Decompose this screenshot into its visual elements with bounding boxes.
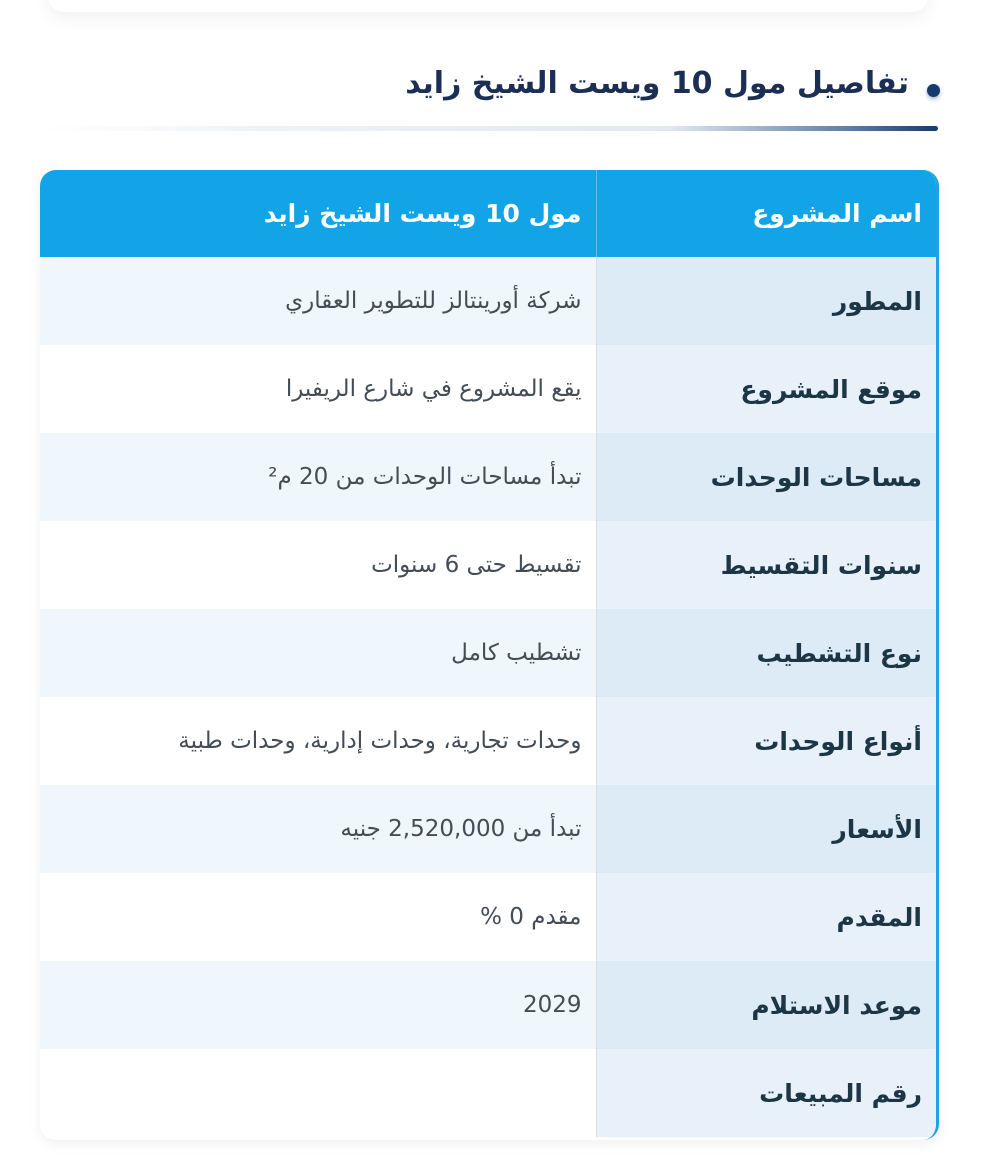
table-row — [40, 1049, 936, 1137]
table-row — [40, 785, 936, 873]
row-value — [40, 1049, 596, 1137]
table-row — [40, 521, 936, 609]
row-value: مقدم 0 % — [40, 873, 596, 961]
row-value: يقع المشروع في شارع الريفيرا — [40, 345, 596, 433]
section-heading — [405, 66, 940, 101]
row-label: الأسعار — [596, 785, 936, 873]
table-row — [40, 433, 936, 521]
row-label: موعد الاستلام — [596, 961, 936, 1049]
row-label: نوع التشطيب — [596, 609, 936, 697]
header-value: مول 10 ويست الشيخ زايد — [263, 199, 582, 228]
row-label: المقدم — [596, 873, 936, 961]
row-label: سنوات التقسيط — [596, 521, 936, 609]
row-label: رقم المبيعات — [596, 1049, 936, 1137]
table-row — [40, 697, 936, 785]
row-label: أنواع الوحدات — [596, 697, 936, 785]
previous-card — [48, 0, 928, 12]
row-label: المطور — [596, 257, 936, 345]
table-row — [40, 961, 936, 1049]
table-row — [40, 257, 936, 345]
table-row — [40, 345, 936, 433]
bullet-icon — [927, 84, 940, 97]
table-row — [40, 873, 936, 961]
row-value: تشطيب كامل — [40, 609, 596, 697]
row-value: وحدات تجارية، وحدات إدارية، وحدات طبية — [40, 697, 596, 785]
project-details-table — [40, 170, 939, 1140]
row-label: مساحات الوحدات — [596, 433, 936, 521]
title-underline — [42, 126, 938, 131]
row-value: 2029 — [40, 961, 596, 1049]
row-label: موقع المشروع — [596, 345, 936, 433]
row-value: تقسيط حتى 6 سنوات — [40, 521, 596, 609]
row-value: شركة أورينتالز للتطوير العقاري — [40, 257, 596, 345]
row-value: تبدأ مساحات الوحدات من 20 م² — [40, 433, 596, 521]
section-title: تفاصيل مول 10 ويست الشيخ زايد — [405, 66, 909, 101]
row-value: تبدأ من 2,520,000 جنيه — [40, 785, 596, 873]
table-header-row — [40, 170, 936, 257]
table-row — [40, 609, 936, 697]
header-label: اسم المشروع — [596, 170, 936, 257]
